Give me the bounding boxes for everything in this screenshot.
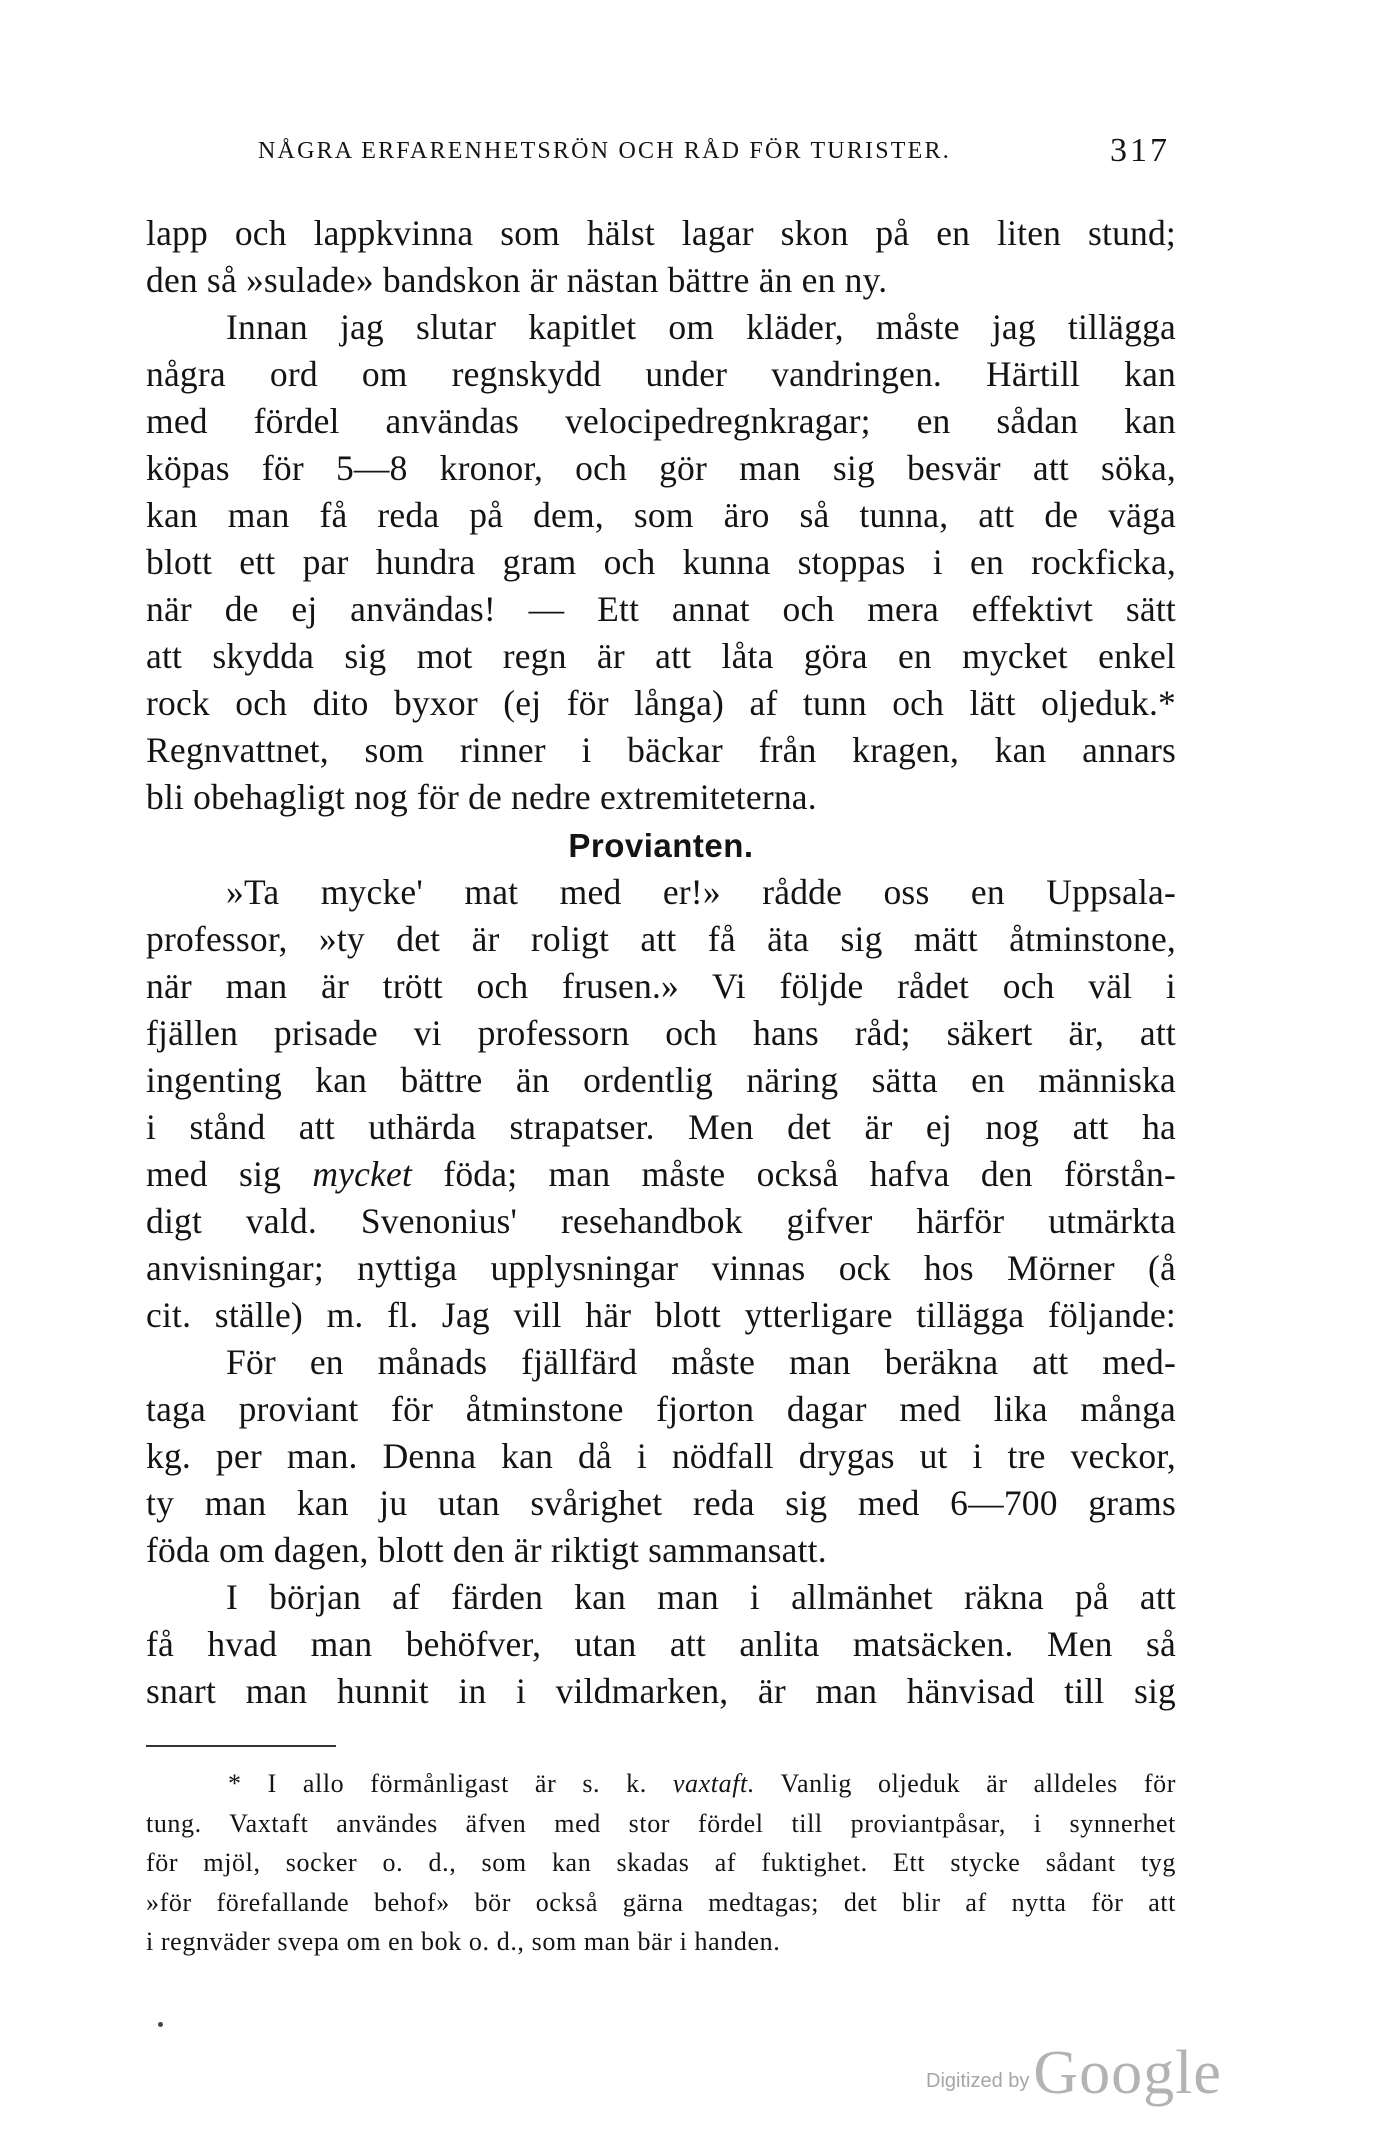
text-line: rock och dito byxor (ej för långa) af tunn och lätt oljeduk.* (146, 683, 1176, 723)
watermark-small-text: Digitized by (926, 2070, 1030, 2092)
text-line: Regnvattnet, som rinner i bäckar från kragen, kan annars (146, 730, 1176, 770)
emphasized-word: mycket (312, 1154, 413, 1194)
text-line: I början af färden kan man i allmänhet räkna på att (226, 1577, 1176, 1617)
footnote-line: »för förefallande behof» bör också gärna medtagas; det blir af nytta för att (146, 1887, 1176, 1917)
watermark-logo-text: Google (1033, 2039, 1222, 2107)
text-line: kan man få reda på dem, som äro så tunna, att de väga (146, 495, 1176, 535)
text-line: att skydda sig mot regn är att låta göra en mycket enkel (146, 636, 1176, 676)
footnote (146, 1764, 1176, 1962)
footnote-line: för mjöl, socker o. d., som kan skadas af fuktighet. Ett stycke sådant tyg (146, 1848, 1176, 1877)
text-line: bli obehagligt nog för de nedre extremiteterna. (146, 777, 817, 817)
text-line: taga proviant för åtminstone fjorton dagar med lika många (146, 1389, 1176, 1429)
text-line: när man är trött och frusen.» Vi följde rådet och väl i (146, 966, 1176, 1006)
text-fragment: föda; man måste också hafva den förstån- (443, 1154, 1176, 1194)
text-line: kg. per man. Denna kan då i nödfall drygas ut i tre veckor, (146, 1436, 1176, 1476)
text-line: »Ta mycke' mat med er!» rådde oss en Uppsala- (226, 872, 1176, 912)
section-heading: Provianten. (568, 827, 754, 864)
text-fragment: Vanlig oljeduk är alldeles för (780, 1769, 1177, 1798)
text-line: den så »sulade» bandskon är nästan bättre än en ny. (146, 260, 888, 300)
text-line: få hvad man behöfver, utan att anlita matsäcken. Men så (146, 1624, 1176, 1664)
text-line: För en månads fjällfärd måste man beräkna att med- (226, 1342, 1176, 1382)
text-line: Innan jag slutar kapitlet om kläder, måste jag tillägga (226, 307, 1176, 347)
digitized-watermark (926, 2038, 1222, 2109)
footnote-line (146, 1764, 1176, 1804)
footnote-line: tung. Vaxtaft användes äfven med stor fördel till proviantpåsar, i synnerhet (146, 1808, 1176, 1838)
text-line: blott ett par hundra gram och kunna stoppas i en rockficka, (146, 542, 1176, 582)
body-text (146, 210, 1176, 1715)
text-line: köpas för 5—8 kronor, och gör man sig besvär att söka, (146, 448, 1176, 488)
text-line: anvisningar; nyttiga upplysningar vinnas ock hos Mörner (å (146, 1248, 1176, 1288)
footnote-line: i regnväder svepa om en bok o. d., som man bär i handen. (146, 1927, 781, 1956)
text-line: i stånd att uthärda strapatser. Men det är ej nog att ha (146, 1107, 1176, 1147)
speck-mark (158, 2022, 163, 2027)
text-line: ty man kan ju utan svårighet reda sig med 6—700 grams (146, 1483, 1176, 1523)
text-line: digt vald. Svenonius' resehandbok gifver härför utmärkta (146, 1201, 1176, 1241)
running-title: NÅGRA ERFARENHETSRÖN OCH RÅD FÖR TURISTER. (258, 138, 951, 164)
text-line: föda om dagen, blott den är riktigt sammansatt. (146, 1530, 827, 1570)
text-line: ingenting kan bättre än ordentlig näring sätta en människa (146, 1060, 1176, 1100)
text-line: cit. ställe) m. fl. Jag vill här blott ytterligare tillägga följande: (146, 1295, 1176, 1335)
text-fragment: * I allo förmånligast är s. k. (228, 1769, 647, 1798)
text-line: lapp och lappkvinna som hälst lagar skon på en liten stund; (146, 213, 1176, 253)
text-line: när de ej användas! — Ett annat och mera effektivt sätt (146, 589, 1176, 629)
text-line: med fördel användas velocipedregnkragar; en sådan kan (146, 401, 1176, 441)
text-line: snart man hunnit in i vildmarken, är man hänvisad till sig (146, 1671, 1176, 1711)
text-line (146, 1151, 1176, 1198)
running-header (258, 132, 1170, 178)
text-fragment: med sig (146, 1154, 282, 1194)
text-line: professor, »ty det är roligt att få äta sig mätt åtminstone, (146, 919, 1176, 959)
page-number: 317 (1110, 132, 1170, 169)
emphasized-word: vaxtaft. (672, 1769, 755, 1798)
footnote-rule (146, 1745, 336, 1747)
text-line: några ord om regnskydd under vandringen. Härtill kan (146, 354, 1176, 394)
text-line: fjällen prisade vi professorn och hans råd; säkert är, att (146, 1013, 1176, 1053)
